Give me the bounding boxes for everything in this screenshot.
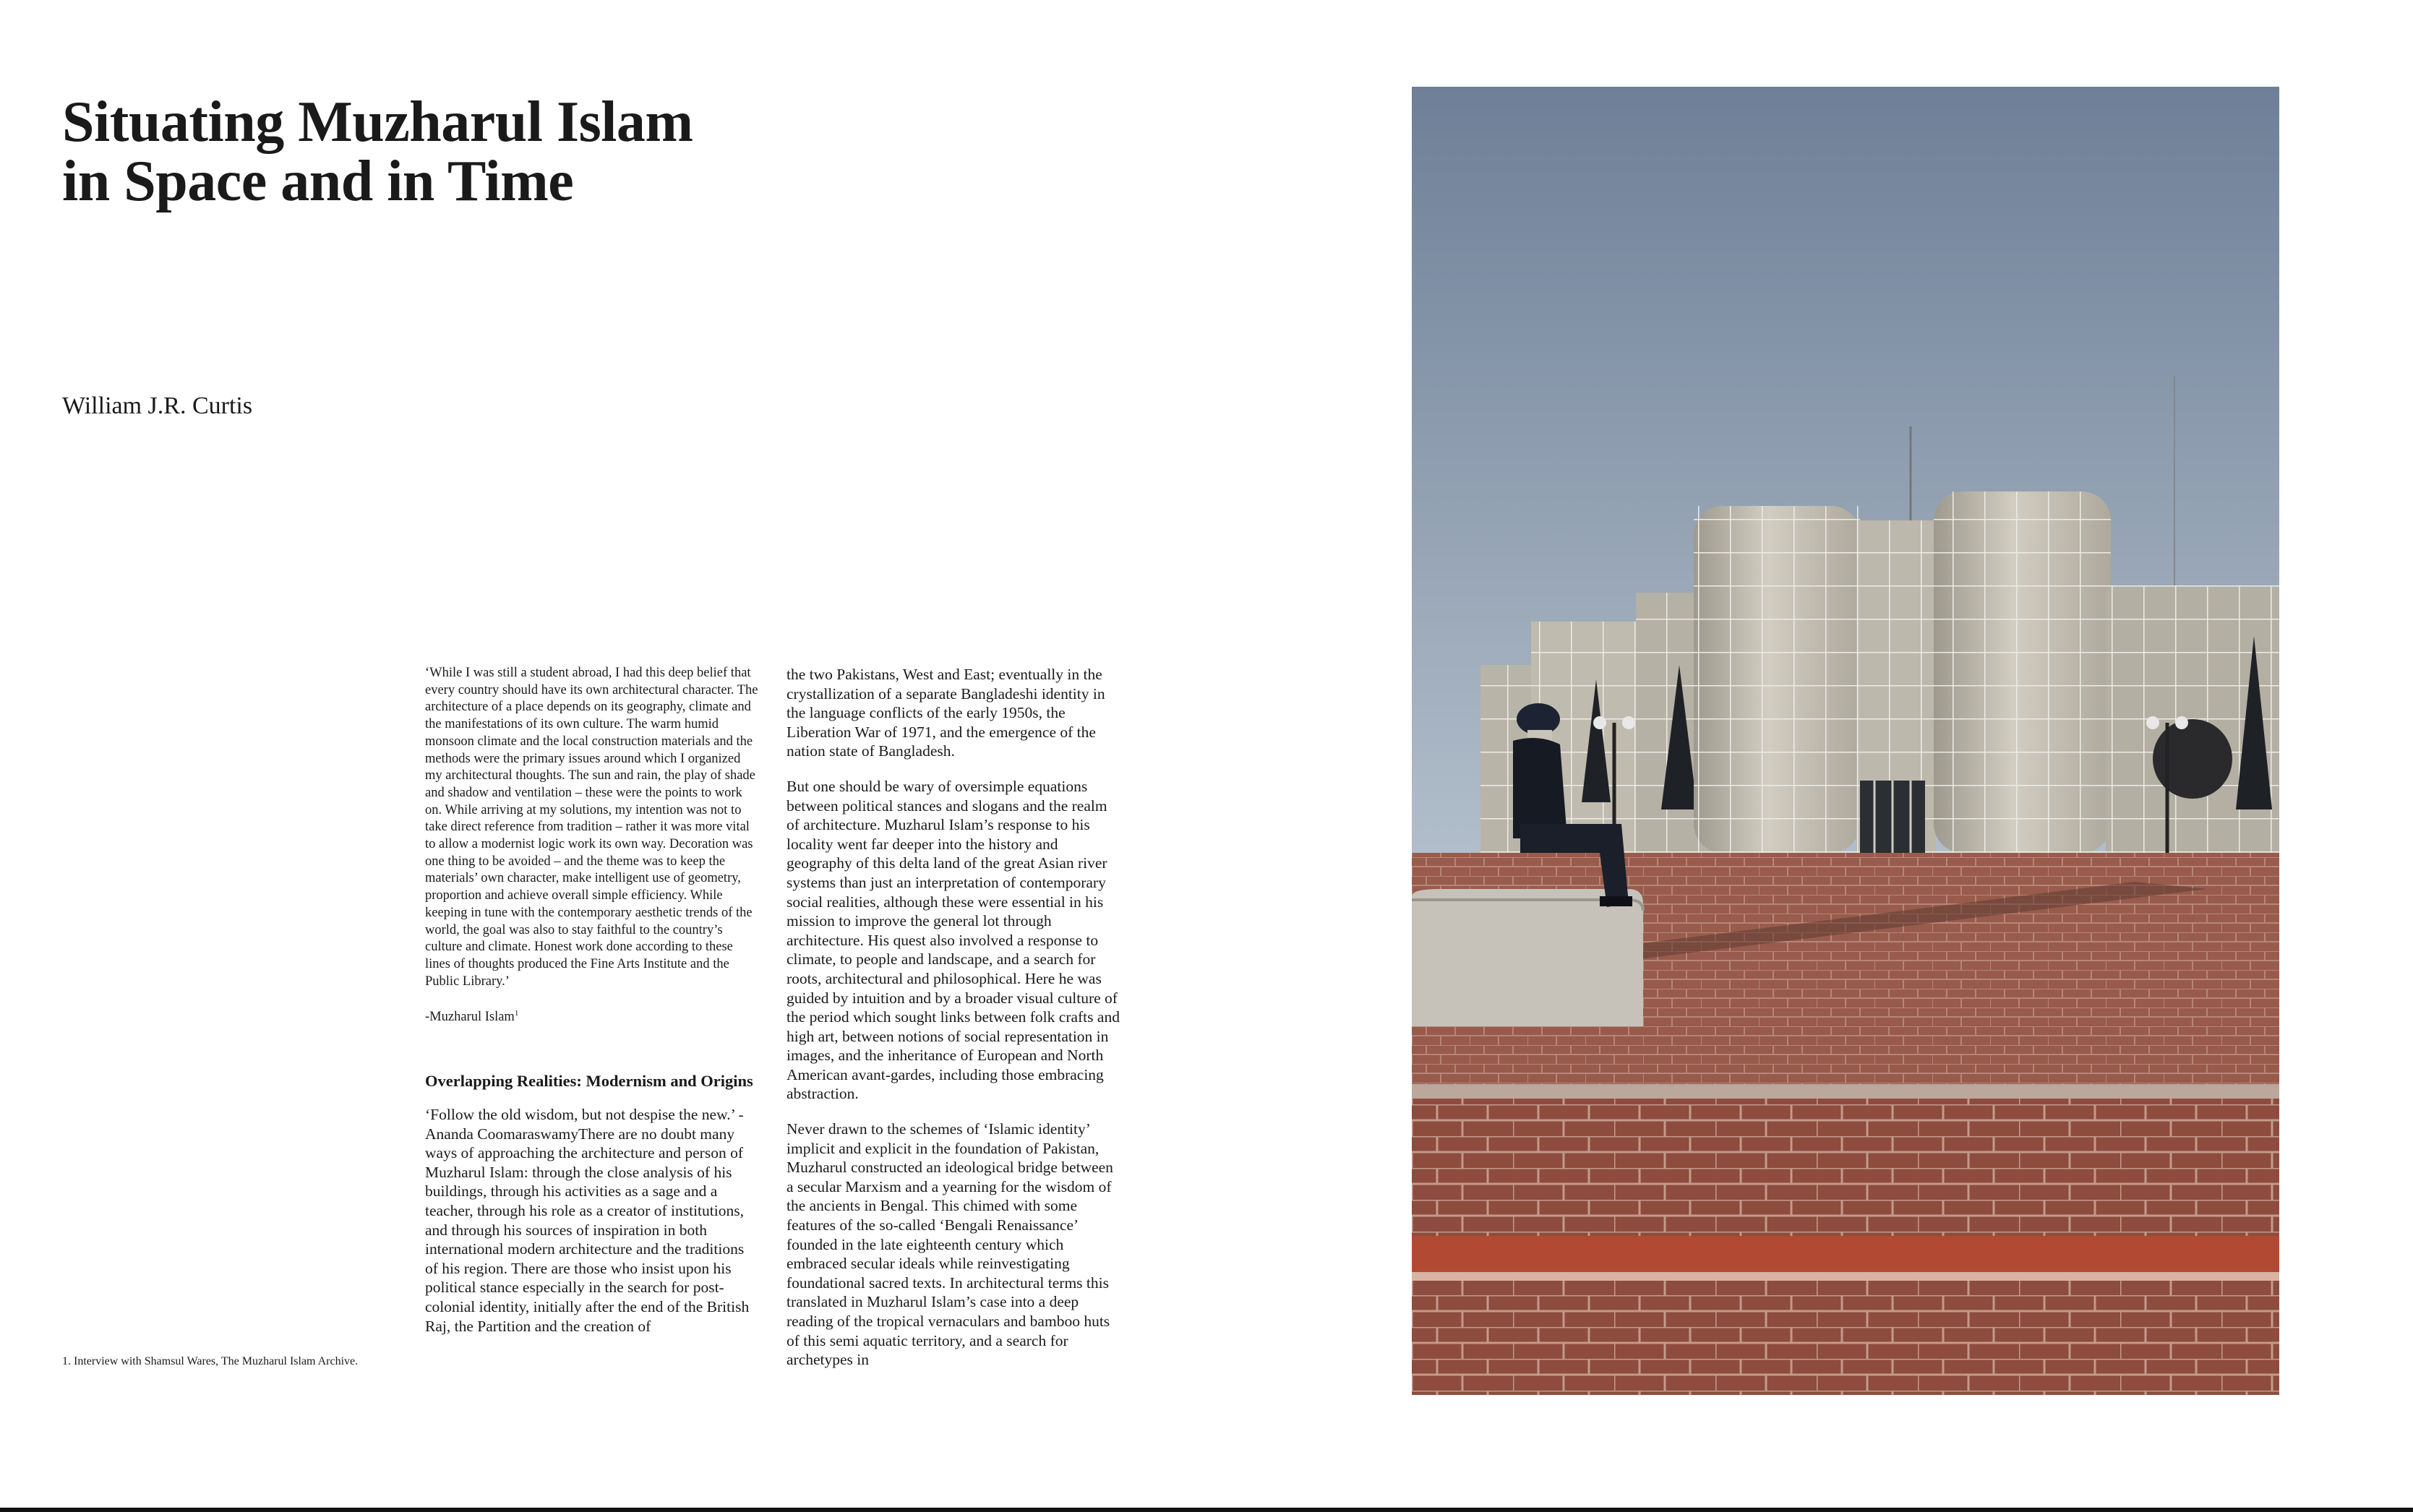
article-title [62,90,930,213]
photo-illustration [1412,87,2279,1395]
body-paragraph: the two Pakistans, West and East; eventually in the crystallization of a separate Bangladeshi identity in the language conflicts of the early 1950s, the Liberation War of 1971, and the emergence of the nation state of Bangladesh. [787,666,1105,760]
building-photo [1412,87,2279,1395]
text-column-2 [787,665,1122,1370]
bottom-rule [0,1508,2413,1512]
opening-quote: ‘While I was still a student abroad, I had this deep belief that every country should have its own architectural character. The architecture of a place depends on its geography, climate and the manifestations of its own culture. The warm humid monsoon climate and the local construction materials and the methods were the primary issues around which I organized my architectural thoughts. The sun and rain, the play of shade and shadow and ventilation – these were the points to work on. While arriving at my solutions, my intention was not to take direct reference from tradition – rather it was more vital to allow a modernist logic work its own way. Decoration was one thing to be avoided – and the theme was to keep the materials’ own character, make intelligent use of geometry, proportion and achieve overall simple efficiency. While keeping in tune with the contemporary aesthetic trends of the world, the goal was also to stay faithful to the country’s culture and climate. Honest work done according to these lines of thoughts produced the Fine Arts Institute and the Public Library.’ [425,666,758,989]
body-paragraph: ‘Follow the old wisdom, but not despise the new.’ -Ananda CoomaraswamyThere are no doubt many ways of approaching the architecture and person of Muzharul Islam: through the close analysis of his buildings, through his activities as a sage and a teacher, through his role as a creator of institutions, and through his sources of inspiration in both international modern architecture and the traditions of his region. There are those who insist upon his political stance especially in the search for post-colonial identity, initially after the end of the British Raj, the Partition and the creation of [425,1106,750,1335]
section-heading: Overlapping Realities: Modernism and Origins [425,1072,753,1091]
attribution-text: -Muzharul Islam [425,1010,515,1025]
footnote: 1. Interview with Shamsul Wares, The Muzharul Islam Archive. [62,1355,359,1367]
footnote-marker: 1 [514,1009,519,1018]
quote-attribution [425,1009,759,1026]
text-column-1 [425,665,759,1336]
body-paragraph: But one should be wary of oversimple equations between political stances and slogans and the realm of architecture. Muzharul Islam’s response to his locality went far deeper into the history and geography of this delta land of the great Asian river systems than just an interpretation of contemporary social realities, although these were essential in his mission to improve the general lot through architecture. His quest also involved a response to climate, to people and landscape, and a search for roots, architectural and philosophical. Here he was guided by intuition and by a broader visual culture of the period which sought links between folk crafts and high art, between notions of social representation in images, and the inheritance of European and North American avant-gardes, including those embracing abstraction. [787,777,1120,1103]
title-line-2: in Space and in Time [62,150,574,213]
author-name: William J.R. Curtis [62,392,253,419]
body-paragraph: Never drawn to the schemes of ‘Islamic identity’ implicit and explicit in the foundation of Pakistan, Muzharul constructed an ideological bridge between a secular Marxism and a yearning for the wisdom of the ancients in Bengal. This chimed with some features of the so-called ‘Bengali Renaissance’ founded in the late eighteenth century which embraced secular ideals while reinvestigating foundational sacred texts. In architectural terms this translated in Muzharul Islam’s case into a deep reading of the tropical vernaculars and bamboo huts of this semi aquatic territory, and a search for archetypes in [787,1120,1113,1369]
title-line-1: Situating Muzharul Islam [62,90,693,154]
